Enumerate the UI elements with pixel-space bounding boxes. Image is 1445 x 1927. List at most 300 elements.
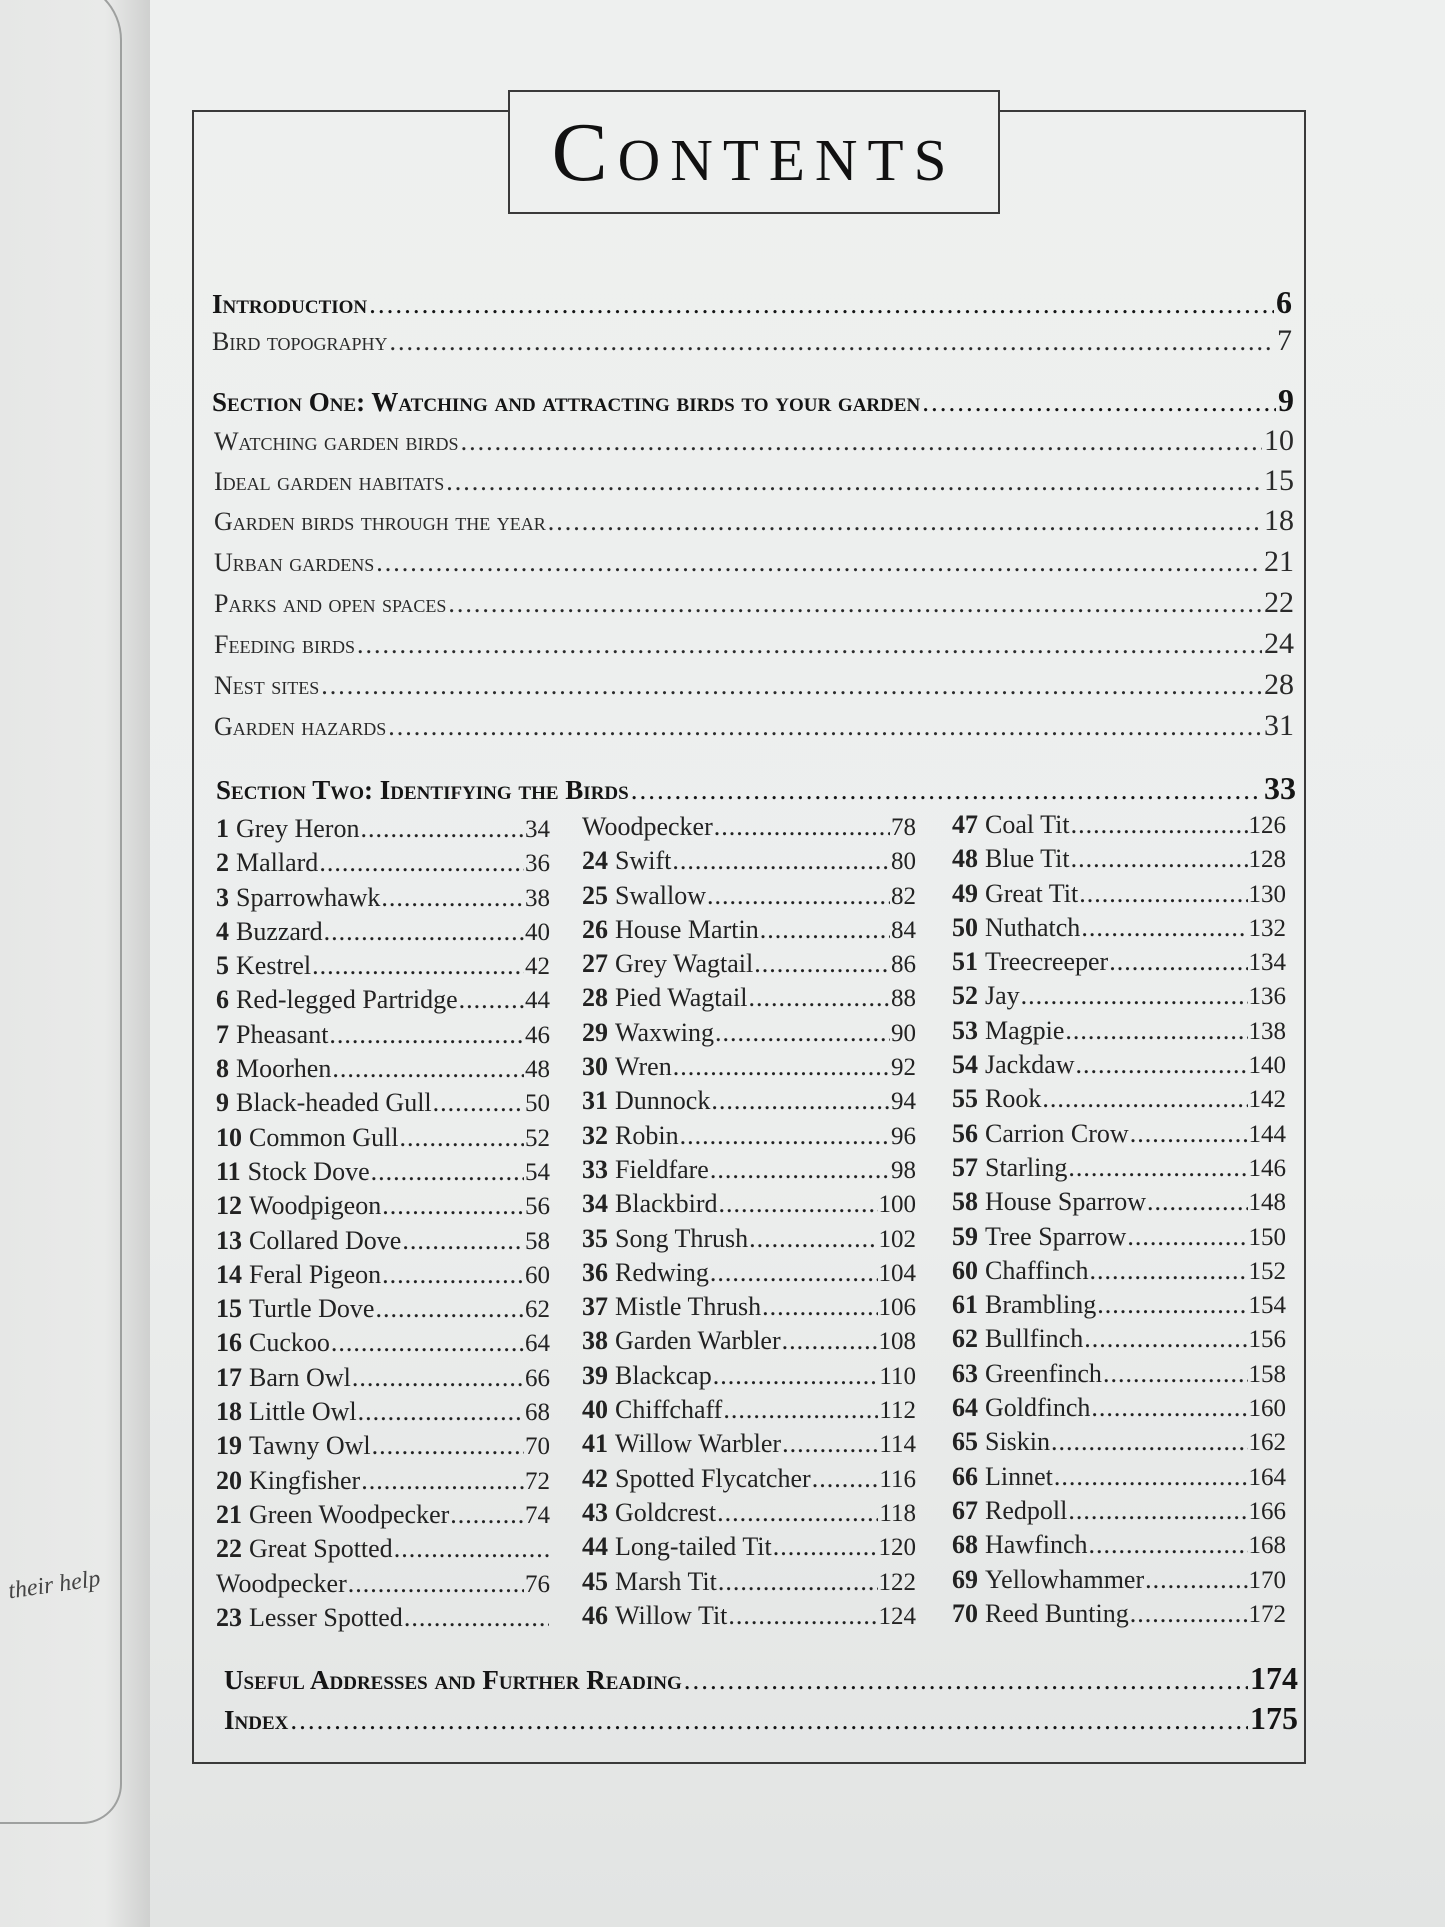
dot-leader bbox=[1145, 1565, 1247, 1595]
bird-name: Spotted Flycatcher bbox=[615, 1463, 811, 1493]
dot-leader bbox=[459, 985, 524, 1015]
dot-leader bbox=[1042, 1084, 1247, 1114]
bird-list-item bbox=[216, 1157, 550, 1191]
dot-leader bbox=[312, 951, 524, 981]
bird-page-number: 68 bbox=[525, 1399, 550, 1427]
bird-page-number: 74 bbox=[525, 1501, 550, 1529]
bird-name: Goldfinch bbox=[985, 1393, 1091, 1423]
dot-leader bbox=[450, 1500, 524, 1530]
bird-list-item bbox=[582, 846, 916, 880]
dot-leader bbox=[1081, 913, 1247, 943]
bird-list-item bbox=[582, 983, 916, 1017]
dot-leader bbox=[723, 1395, 878, 1425]
bird-name: Chiffchaff bbox=[615, 1395, 723, 1425]
bird-name: House Martin bbox=[615, 914, 759, 944]
bird-page-number: 122 bbox=[878, 1568, 916, 1596]
dot-leader bbox=[1103, 1359, 1248, 1389]
bird-name: Feral Pigeon bbox=[249, 1259, 382, 1289]
bird-number: 56 bbox=[952, 1118, 978, 1148]
bird-list-item bbox=[582, 1258, 916, 1292]
bird-number: 68 bbox=[952, 1530, 978, 1560]
bird-name: Wren bbox=[615, 1052, 672, 1082]
bird-list-item bbox=[952, 1084, 1286, 1118]
dot-leader bbox=[728, 1601, 877, 1631]
dot-leader bbox=[1147, 1187, 1247, 1217]
dot-leader bbox=[713, 1361, 879, 1391]
contents-page bbox=[150, 0, 1445, 1927]
bird-list-item bbox=[952, 1496, 1286, 1530]
bird-number: 57 bbox=[952, 1152, 978, 1182]
bird-list-item bbox=[952, 913, 1286, 947]
dot-leader bbox=[749, 1224, 877, 1254]
dot-leader bbox=[400, 1123, 524, 1153]
toc-entry-feeding-birds: Feeding birds ..... 24 bbox=[214, 627, 1294, 661]
bird-number: 12 bbox=[216, 1191, 242, 1221]
dot-leader bbox=[1051, 1427, 1247, 1457]
bird-list-item bbox=[216, 1054, 550, 1088]
bird-number: 66 bbox=[952, 1461, 978, 1491]
bird-number: 53 bbox=[952, 1015, 978, 1045]
bird-page-number: 42 bbox=[525, 953, 550, 981]
bird-list-item bbox=[216, 1123, 550, 1157]
bird-name: Goldcrest bbox=[615, 1497, 717, 1527]
bird-page-number: 168 bbox=[1248, 1532, 1286, 1560]
bird-list-item bbox=[952, 947, 1286, 981]
bird-list-item bbox=[216, 1569, 550, 1603]
bird-list-item bbox=[216, 1363, 550, 1397]
toc-entry-bird-topography: Bird topography ..... 7 bbox=[212, 324, 1292, 358]
dot-leader bbox=[404, 1603, 549, 1633]
bird-page-number: 96 bbox=[891, 1122, 916, 1150]
bird-number: 70 bbox=[952, 1598, 978, 1628]
bird-name: Tree Sparrow bbox=[985, 1221, 1127, 1251]
bird-number: 16 bbox=[216, 1328, 242, 1358]
bird-list-item bbox=[952, 1290, 1286, 1324]
bird-list-item bbox=[582, 915, 916, 949]
bird-list-item bbox=[582, 1086, 916, 1120]
bird-name: Chaffinch bbox=[985, 1255, 1089, 1285]
bird-page-number: 118 bbox=[879, 1499, 916, 1527]
dot-leader bbox=[782, 1326, 878, 1356]
bird-number: 50 bbox=[952, 912, 978, 942]
bird-list-item bbox=[216, 1294, 550, 1328]
bird-name: Moorhen bbox=[236, 1054, 332, 1084]
left-page-snippet: their help bbox=[6, 1565, 102, 1605]
bird-page-number: 172 bbox=[1248, 1600, 1286, 1628]
bird-page-number: 124 bbox=[878, 1602, 916, 1630]
dot-leader bbox=[1109, 947, 1247, 977]
dot-leader bbox=[680, 1121, 890, 1151]
bird-name: Rook bbox=[985, 1084, 1042, 1114]
bird-number: 23 bbox=[216, 1602, 242, 1632]
toc-entry-garden-birds-year: Garden birds through the year ..... 18 bbox=[214, 504, 1294, 538]
bird-number: 19 bbox=[216, 1431, 242, 1461]
bird-page-number: 144 bbox=[1248, 1120, 1286, 1148]
dot-leader bbox=[717, 1498, 878, 1528]
dot-leader bbox=[710, 1258, 878, 1288]
bird-name: Redwing bbox=[615, 1257, 709, 1287]
bird-number: 17 bbox=[216, 1362, 242, 1392]
bird-number: 55 bbox=[952, 1084, 978, 1114]
bird-list-item bbox=[952, 1256, 1286, 1290]
bird-number: 63 bbox=[952, 1358, 978, 1388]
dot-leader bbox=[1068, 1496, 1247, 1526]
dot-leader bbox=[352, 1363, 524, 1393]
dot-leader bbox=[372, 1431, 524, 1461]
dot-leader bbox=[1130, 1599, 1248, 1629]
bird-list-item bbox=[582, 1292, 916, 1326]
bird-name: Carrion Crow bbox=[985, 1118, 1129, 1148]
dot-leader bbox=[748, 983, 890, 1013]
bird-number: 10 bbox=[216, 1122, 242, 1152]
bird-list-item bbox=[952, 1187, 1286, 1221]
bird-list-item bbox=[952, 1393, 1286, 1427]
bird-number: 2 bbox=[216, 848, 229, 878]
bird-list-item bbox=[952, 810, 1286, 844]
dot-leader bbox=[1076, 1050, 1248, 1080]
bird-list-item bbox=[216, 1397, 550, 1431]
bird-page-number: 148 bbox=[1248, 1189, 1286, 1217]
dot-leader bbox=[1021, 981, 1248, 1011]
bird-page-number: 54 bbox=[525, 1158, 550, 1186]
toc-entry-nest-sites: Nest sites ..... 28 bbox=[214, 668, 1294, 702]
bird-number: 45 bbox=[582, 1566, 608, 1596]
bird-list-item bbox=[582, 1018, 916, 1052]
bird-number: 39 bbox=[582, 1360, 608, 1390]
bird-name: Grey Wagtail bbox=[615, 949, 754, 979]
dot-leader bbox=[1068, 1153, 1247, 1183]
dot-leader bbox=[382, 1191, 524, 1221]
dot-leader bbox=[375, 1294, 524, 1324]
bird-list-item bbox=[216, 883, 550, 917]
bird-list-column-3 bbox=[952, 810, 1286, 1633]
bird-list-item bbox=[952, 1599, 1286, 1633]
dot-leader bbox=[360, 814, 524, 844]
dot-leader bbox=[673, 1052, 890, 1082]
bird-name: Barn Owl bbox=[249, 1362, 351, 1392]
dot-leader bbox=[433, 1088, 524, 1118]
bird-list-item bbox=[582, 881, 916, 915]
dot-leader bbox=[324, 917, 524, 947]
bird-list-item bbox=[582, 1155, 916, 1189]
bird-number: 41 bbox=[582, 1429, 608, 1459]
bird-page-number: 80 bbox=[891, 848, 916, 876]
bird-name: Dunnock bbox=[615, 1086, 711, 1116]
bird-page-number: 76 bbox=[525, 1570, 550, 1598]
bird-list-item bbox=[582, 1224, 916, 1258]
bird-page-number: 62 bbox=[525, 1296, 550, 1324]
bird-page-number: 116 bbox=[879, 1465, 916, 1493]
bird-name: Fieldfare bbox=[615, 1154, 709, 1184]
dot-leader bbox=[358, 1397, 524, 1427]
dot-leader bbox=[1079, 879, 1247, 909]
bird-page-number: 134 bbox=[1248, 949, 1286, 977]
bird-page-number: 138 bbox=[1248, 1017, 1286, 1045]
bird-page-number: 140 bbox=[1248, 1052, 1286, 1080]
bird-page-number: 82 bbox=[891, 882, 916, 910]
bird-page-number: 52 bbox=[525, 1124, 550, 1152]
bird-number: 22 bbox=[216, 1534, 242, 1564]
bird-list-item bbox=[216, 1603, 550, 1637]
toc-entry-index: Index ..... 175 bbox=[224, 1700, 1298, 1737]
bird-list-item bbox=[582, 812, 916, 846]
dot-leader bbox=[371, 1157, 524, 1187]
bird-name: Marsh Tit bbox=[615, 1566, 717, 1596]
dot-leader bbox=[348, 1569, 524, 1599]
bird-number: 69 bbox=[952, 1564, 978, 1594]
dot-leader bbox=[1071, 844, 1248, 874]
bird-name: House Sparrow bbox=[985, 1187, 1147, 1217]
bird-number: 67 bbox=[952, 1495, 978, 1525]
bird-name: Mallard bbox=[236, 848, 319, 878]
bird-number: 4 bbox=[216, 916, 229, 946]
bird-page-number: 66 bbox=[525, 1364, 550, 1392]
bird-page-number: 162 bbox=[1248, 1429, 1286, 1457]
bird-list-item bbox=[582, 1601, 916, 1635]
toc-entry-section-two: Section Two: Identifying the Birds ..... 33 bbox=[216, 770, 1296, 807]
bird-number: 34 bbox=[582, 1189, 608, 1219]
bird-page-number: 72 bbox=[525, 1467, 550, 1495]
bird-page-number: 126 bbox=[1248, 812, 1286, 839]
dot-leader bbox=[394, 1534, 549, 1564]
dot-leader bbox=[1084, 1324, 1247, 1354]
bird-page-number: 170 bbox=[1248, 1566, 1286, 1594]
dot-leader bbox=[710, 1155, 890, 1185]
bird-page-number: 50 bbox=[525, 1090, 550, 1118]
bird-list-item bbox=[216, 985, 550, 1019]
bird-name: Black-headed Gull bbox=[236, 1088, 432, 1118]
bird-list-item bbox=[582, 1052, 916, 1086]
bird-number: 35 bbox=[582, 1223, 608, 1253]
bird-number: 33 bbox=[582, 1154, 608, 1184]
bird-page-number: 154 bbox=[1248, 1292, 1286, 1320]
bird-page-number: 146 bbox=[1248, 1154, 1286, 1182]
bird-number: 6 bbox=[216, 985, 229, 1015]
bird-page-number: 58 bbox=[525, 1227, 550, 1255]
page-title: Contents bbox=[551, 105, 957, 199]
dot-leader bbox=[718, 1567, 878, 1597]
bird-number: 25 bbox=[582, 880, 608, 910]
bird-list-item bbox=[216, 1088, 550, 1122]
bird-list-item bbox=[582, 1189, 916, 1223]
bird-page-number: 128 bbox=[1248, 846, 1286, 874]
bird-name: Swallow bbox=[615, 880, 706, 910]
bird-name: Great Tit bbox=[985, 878, 1079, 908]
bird-list-item bbox=[216, 1191, 550, 1225]
bird-page-number: 150 bbox=[1248, 1223, 1286, 1251]
bird-list-item bbox=[952, 1324, 1286, 1358]
bird-page-number: 136 bbox=[1248, 983, 1286, 1011]
bird-number: 31 bbox=[582, 1086, 608, 1116]
bird-page-number: 112 bbox=[879, 1397, 916, 1425]
bird-number: 49 bbox=[952, 878, 978, 908]
bird-list-item bbox=[216, 917, 550, 951]
bird-name: Grey Heron bbox=[236, 814, 360, 843]
bird-list-column-1 bbox=[216, 814, 550, 1637]
bird-list-item bbox=[952, 879, 1286, 913]
bird-name: Blue Tit bbox=[985, 844, 1070, 874]
bird-page-number: 44 bbox=[525, 987, 550, 1015]
bird-number: 62 bbox=[952, 1324, 978, 1354]
bird-page-number: 142 bbox=[1248, 1086, 1286, 1114]
bird-list-item bbox=[582, 1395, 916, 1429]
bird-list-item bbox=[952, 1016, 1286, 1050]
bird-page-number: 108 bbox=[878, 1328, 916, 1356]
bird-number: 65 bbox=[952, 1427, 978, 1457]
toc-entry-parks-open-spaces: Parks and open spaces ..... 22 bbox=[214, 586, 1294, 620]
bird-list-item bbox=[216, 1534, 550, 1568]
bird-number: 24 bbox=[582, 846, 608, 876]
bird-page-number: 46 bbox=[525, 1021, 550, 1049]
bird-name: Song Thrush bbox=[615, 1223, 749, 1253]
toc-entry-section-one: Section One: Watching and attracting birds to your garden ..... 9 bbox=[212, 382, 1294, 419]
bird-list-item bbox=[216, 1500, 550, 1534]
dot-leader bbox=[382, 1260, 524, 1290]
bird-number: 61 bbox=[952, 1290, 978, 1320]
bird-name: Hawfinch bbox=[985, 1530, 1088, 1560]
dot-leader bbox=[381, 883, 524, 913]
bird-list-item bbox=[216, 951, 550, 985]
bird-number: 8 bbox=[216, 1054, 229, 1084]
bird-number: 11 bbox=[216, 1156, 241, 1186]
bird-name: Kingfisher bbox=[249, 1465, 361, 1495]
bird-list-item bbox=[216, 1431, 550, 1465]
bird-page-number: 88 bbox=[891, 985, 916, 1013]
bird-page-number: 164 bbox=[1248, 1463, 1286, 1491]
bird-name: Bullfinch bbox=[985, 1324, 1084, 1354]
bird-name: Willow Warbler bbox=[615, 1429, 782, 1459]
bird-name: Starling bbox=[985, 1152, 1068, 1182]
bird-name: Long-tailed Tit bbox=[615, 1532, 772, 1562]
bird-name: Pheasant bbox=[236, 1019, 329, 1049]
bird-name: Pied Wagtail bbox=[615, 983, 748, 1013]
bird-page-number: 160 bbox=[1248, 1395, 1286, 1423]
bird-page-number: 102 bbox=[878, 1225, 916, 1253]
bird-list-item bbox=[582, 1532, 916, 1566]
dot-leader bbox=[714, 812, 890, 842]
toc-entry-ideal-garden-habitats: Ideal garden habitats ..... 15 bbox=[214, 464, 1294, 498]
bird-number: 64 bbox=[952, 1393, 978, 1423]
bird-number: 26 bbox=[582, 914, 608, 944]
bird-number: 36 bbox=[582, 1257, 608, 1287]
dot-leader bbox=[672, 846, 890, 876]
bird-name: Red-legged Partridge bbox=[236, 985, 458, 1015]
bird-list-item bbox=[582, 1567, 916, 1601]
bird-page-number: 70 bbox=[525, 1433, 550, 1461]
toc-entry-introduction: Introduction ..... 6 bbox=[212, 284, 1292, 321]
bird-name: Sparrowhawk bbox=[236, 882, 381, 912]
bird-name: Kestrel bbox=[236, 951, 312, 981]
bird-list-item bbox=[582, 949, 916, 983]
dot-leader bbox=[715, 1018, 890, 1048]
bird-name: Woodpecker bbox=[582, 812, 713, 841]
bird-number: 32 bbox=[582, 1120, 608, 1150]
bird-number: 40 bbox=[582, 1395, 608, 1425]
toc-entry-watching-garden-birds: Watching garden birds ..... 10 bbox=[214, 424, 1294, 458]
bird-list-item bbox=[952, 1530, 1286, 1564]
bird-number: 48 bbox=[952, 844, 978, 874]
bird-list-item bbox=[952, 1050, 1286, 1084]
dot-leader bbox=[1089, 1530, 1248, 1560]
dot-leader bbox=[1065, 1016, 1247, 1046]
bird-number: 46 bbox=[582, 1600, 608, 1630]
bird-name: Jay bbox=[985, 981, 1020, 1011]
bird-name: Coal Tit bbox=[985, 810, 1070, 839]
bird-name: Linnet bbox=[985, 1461, 1053, 1491]
bird-number: 18 bbox=[216, 1397, 242, 1427]
bird-list-item bbox=[952, 844, 1286, 878]
bird-name: Woodpigeon bbox=[249, 1191, 382, 1221]
bird-page-number: 40 bbox=[525, 918, 550, 946]
dot-leader bbox=[1054, 1462, 1248, 1492]
bird-name: Woodpecker bbox=[216, 1568, 347, 1598]
bird-number: 13 bbox=[216, 1225, 242, 1255]
bird-name: Swift bbox=[615, 846, 672, 876]
bird-list-item bbox=[952, 1222, 1286, 1256]
bird-number: 3 bbox=[216, 882, 229, 912]
bird-name: Yellowhammer bbox=[985, 1564, 1145, 1594]
bird-number: 15 bbox=[216, 1294, 242, 1324]
bird-page-number: 156 bbox=[1248, 1326, 1286, 1354]
bird-name: Turtle Dove bbox=[249, 1294, 375, 1324]
bird-page-number: 60 bbox=[525, 1261, 550, 1289]
dot-leader bbox=[1130, 1119, 1248, 1149]
dot-leader bbox=[719, 1189, 878, 1219]
bird-number: 14 bbox=[216, 1259, 242, 1289]
bird-number: 42 bbox=[582, 1463, 608, 1493]
bird-name: Stock Dove bbox=[247, 1156, 370, 1186]
dot-leader bbox=[782, 1429, 878, 1459]
bird-name: Little Owl bbox=[249, 1397, 357, 1427]
bird-page-number: 90 bbox=[891, 1019, 916, 1047]
dot-leader bbox=[707, 881, 890, 911]
bird-name: Great Spotted bbox=[249, 1534, 393, 1564]
bird-page-number: 94 bbox=[891, 1088, 916, 1116]
bird-name: Waxwing bbox=[615, 1017, 714, 1047]
bird-number: 21 bbox=[216, 1499, 242, 1529]
bird-name: Green Woodpecker bbox=[249, 1499, 450, 1529]
dot-leader bbox=[402, 1226, 524, 1256]
bird-number: 9 bbox=[216, 1088, 229, 1118]
bird-list-item bbox=[216, 1260, 550, 1294]
bird-page-number: 38 bbox=[525, 884, 550, 912]
bird-list-item bbox=[216, 1020, 550, 1054]
bird-number: 47 bbox=[952, 810, 978, 839]
toc-entry-garden-hazards: Garden hazards ..... 31 bbox=[214, 709, 1294, 743]
bird-list-item bbox=[216, 1466, 550, 1500]
bird-list-item bbox=[952, 1359, 1286, 1393]
bird-name: Robin bbox=[615, 1120, 679, 1150]
left-facing-page bbox=[0, 0, 150, 1927]
bird-page-number: 56 bbox=[525, 1193, 550, 1221]
toc-entry-useful-addresses: Useful Addresses and Further Reading ..... 174 bbox=[224, 1660, 1298, 1697]
bird-name: Common Gull bbox=[249, 1122, 399, 1152]
bird-name: Willow Tit bbox=[615, 1600, 728, 1630]
bird-number: 20 bbox=[216, 1465, 242, 1495]
bird-number: 54 bbox=[952, 1050, 978, 1080]
bird-page-number: 114 bbox=[879, 1431, 916, 1459]
bird-number: 37 bbox=[582, 1292, 608, 1322]
dot-leader bbox=[319, 848, 524, 878]
dot-leader bbox=[1127, 1222, 1247, 1252]
bird-number: 59 bbox=[952, 1221, 978, 1251]
bird-page-number: 100 bbox=[878, 1191, 916, 1219]
bird-page-number: 48 bbox=[525, 1056, 550, 1084]
bird-page-number: 86 bbox=[891, 951, 916, 979]
dot-leader bbox=[331, 1328, 524, 1358]
bird-list-item bbox=[216, 814, 550, 848]
bird-page-number: 158 bbox=[1248, 1360, 1286, 1388]
